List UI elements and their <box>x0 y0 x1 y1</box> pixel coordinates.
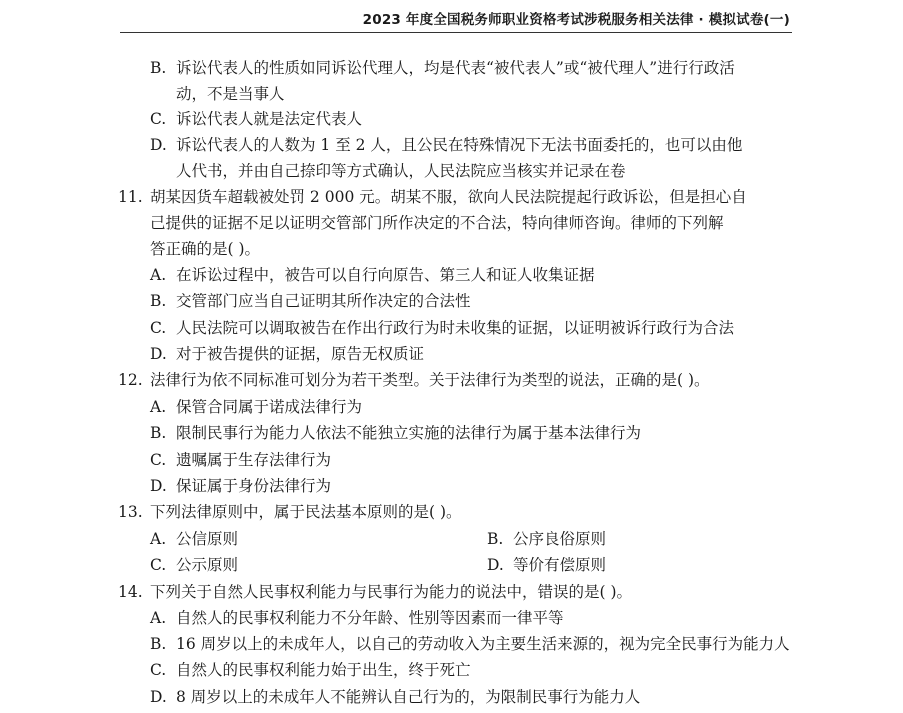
question-11-option-d <box>150 344 424 364</box>
question-14-number: 14. <box>118 583 143 601</box>
option-text: 诉讼代表人就是法定代表人 <box>176 110 363 128</box>
option-text: 公信原则 <box>176 530 239 548</box>
option-letter: D. <box>150 477 167 495</box>
question-14-option-c <box>150 660 471 680</box>
question-11-option-b <box>150 291 471 311</box>
option-letter: A. <box>150 530 167 548</box>
option-letter: B. <box>150 59 167 77</box>
option-letter: A. <box>150 398 167 416</box>
prev-option-b-line1 <box>150 58 735 78</box>
question-11-option-a <box>150 265 595 285</box>
page-header-title: 2023 年度全国税务师职业资格考试涉税服务相关法律 · 模拟试卷(一) <box>362 12 790 28</box>
option-text: 自然人的民事权利能力不分年龄、性别等因素而一律平等 <box>176 609 564 627</box>
question-12-option-c <box>150 450 331 470</box>
option-text: 保管合同属于诺成法律行为 <box>176 398 363 416</box>
option-letter: A. <box>150 266 167 284</box>
option-text: 公示原则 <box>176 556 239 574</box>
option-text: 在诉讼过程中，被告可以自行向原告、第三人和证人收集证据 <box>176 266 595 284</box>
option-text: 公序良俗原则 <box>513 530 607 548</box>
question-13-stem: 下列法律原则中，属于民法基本原则的是( )。 <box>150 503 462 521</box>
question-12-stem: 法律行为依不同标准可划分为若干类型。关于法律行为类型的说法，正确的是( )。 <box>150 371 710 389</box>
prev-option-b-line2: 动，不是当事人 <box>176 85 285 103</box>
option-text: 保证属于身份法律行为 <box>176 477 332 495</box>
question-12-number: 12. <box>118 371 143 389</box>
question-14-option-b <box>150 634 790 654</box>
option-letter: B. <box>150 292 167 310</box>
option-text: 自然人的民事权利能力始于出生，终于死亡 <box>176 661 471 679</box>
question-13-option-b <box>487 529 606 549</box>
option-letter: C. <box>150 110 167 128</box>
option-text: 等价有偿原则 <box>513 556 607 574</box>
option-text: 16 周岁以上的未成年人，以自己的劳动收入为主要生活来源的，视为完全民事行为能力人 <box>176 635 790 653</box>
option-letter: B. <box>150 424 167 442</box>
option-letter: A. <box>150 609 167 627</box>
question-11-stem-line1: 胡某因货车超载被处罚 2 000 元。胡某不服，欲向人民法院提起行政诉讼，但是担心自 <box>150 188 747 206</box>
option-letter: D. <box>150 345 167 363</box>
option-text: 8 周岁以上的未成年人不能辨认自己行为的，为限制民事行为能力人 <box>176 688 641 706</box>
question-14-option-d <box>150 687 640 707</box>
option-text: 人民法院可以调取被告在作出行政行为时未收集的证据，以证明被诉行政行为合法 <box>176 319 735 337</box>
question-12-option-b <box>150 423 641 443</box>
question-14-option-a <box>150 608 564 628</box>
prev-option-c <box>150 109 362 129</box>
option-letter: B. <box>487 530 504 548</box>
option-text: 交管部门应当自己证明其所作决定的合法性 <box>176 292 471 310</box>
option-letter: D. <box>150 136 167 154</box>
question-13-option-d <box>487 555 606 575</box>
option-letter: C. <box>150 319 167 337</box>
option-letter: C. <box>150 556 167 574</box>
option-text: 遗嘱属于生存法律行为 <box>176 451 332 469</box>
question-11-option-c <box>150 318 734 338</box>
question-12-option-a <box>150 397 362 417</box>
option-letter: C. <box>150 451 167 469</box>
question-11-stem-line3: 答正确的是( )。 <box>150 240 261 258</box>
question-13-option-c <box>150 555 238 575</box>
question-14-stem: 下列关于自然人民事权利能力与民事行为能力的说法中，错误的是( )。 <box>150 583 633 601</box>
option-text: 诉讼代表人的性质如同诉讼代理人，均是代表“被代表人”或“被代理人”进行行政活 <box>176 59 735 77</box>
option-letter: D. <box>487 556 504 574</box>
prev-option-d-line1 <box>150 135 742 155</box>
option-text: 诉讼代表人的人数为 1 至 2 人，且公民在特殊情况下无法书面委托的，也可以由他 <box>176 136 743 154</box>
prev-option-d-line2: 人代书，并由自己捺印等方式确认，人民法院应当核实并记录在卷 <box>176 162 626 180</box>
option-text: 限制民事行为能力人依法不能独立实施的法律行为属于基本法律行为 <box>176 424 642 442</box>
option-letter: C. <box>150 661 167 679</box>
option-letter: D. <box>150 688 167 706</box>
question-13-option-a <box>150 529 238 549</box>
question-12-option-d <box>150 476 331 496</box>
option-text: 对于被告提供的证据，原告无权质证 <box>176 345 425 363</box>
question-11-stem-line2: 己提供的证据不足以证明交管部门所作决定的不合法，特向律师咨询。律师的下列解 <box>150 214 724 232</box>
question-11-number: 11. <box>118 188 143 206</box>
option-letter: B. <box>150 635 167 653</box>
question-13-number: 13. <box>118 503 143 521</box>
header-divider <box>120 32 792 33</box>
